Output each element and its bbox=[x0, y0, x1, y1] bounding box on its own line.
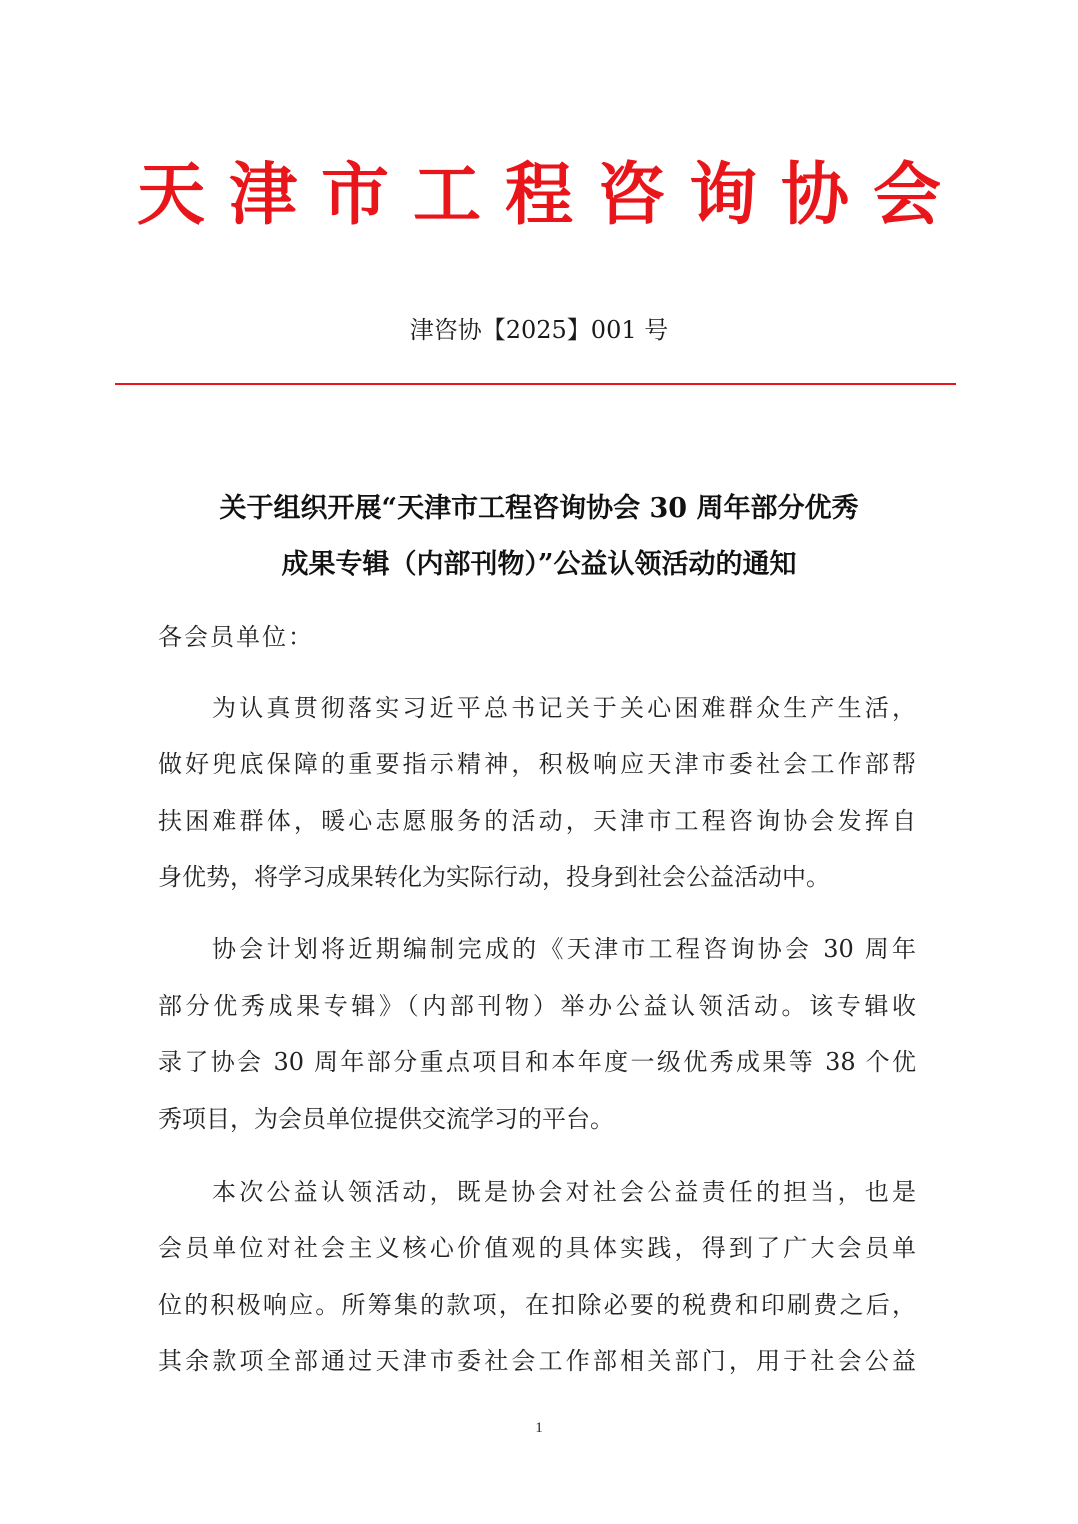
document-number: 津咨协【2025】001 号 bbox=[409, 316, 669, 344]
masthead-organization-name: 天津市工程咨询协会 bbox=[136, 155, 965, 235]
paragraph-1-line-2: 做好兜底保障的重要指示精神，积极响应天津市委社会工作部帮 bbox=[158, 750, 916, 778]
salutation: 各会员单位： bbox=[158, 623, 314, 651]
paragraph-1-line-4: 身优势，将学习成果转化为实际行动，投身到社会公益活动中。 bbox=[158, 863, 830, 891]
paragraph-3-line-2: 会员单位对社会主义核心价值观的具体实践，得到了广大会员单 bbox=[158, 1234, 916, 1262]
paragraph-1-line-3: 扶困难群体，暖心志愿服务的活动，天津市工程咨询协会发挥自 bbox=[158, 807, 916, 835]
page-number: 1 bbox=[535, 1420, 543, 1436]
paragraph-2-line-4: 秀项目，为会员单位提供交流学习的平台。 bbox=[158, 1105, 614, 1133]
notice-title-line-2: 成果专辑（内部刊物）”公益认领活动的通知 bbox=[281, 549, 797, 580]
notice-title-line-1: 关于组织开展“天津市工程咨询协会 30 周年部分优秀 bbox=[219, 493, 859, 524]
paragraph-3-line-4: 其余款项全部通过天津市委社会工作部相关部门，用于社会公益 bbox=[158, 1347, 916, 1375]
paragraph-2-line-3: 录了协会 30 周年部分重点项目和本年度一级优秀成果等 38 个优 bbox=[158, 1048, 916, 1076]
paragraph-2-line-2: 部分优秀成果专辑》（内部刊物）举办公益认领活动。该专辑收 bbox=[158, 992, 916, 1020]
paragraph-3-line-1: 本次公益认领活动，既是协会对社会公益责任的担当，也是 bbox=[212, 1178, 916, 1206]
paragraph-2-line-1: 协会计划将近期编制完成的《天津市工程咨询协会 30 周年 bbox=[212, 935, 916, 963]
paragraph-3-line-3: 位的积极响应。所筹集的款项，在扣除必要的税费和印刷费之后， bbox=[158, 1291, 916, 1319]
paragraph-1-line-1: 为认真贯彻落实习近平总书记关于关心困难群众生产生活， bbox=[212, 694, 916, 722]
red-divider-line bbox=[115, 383, 956, 385]
